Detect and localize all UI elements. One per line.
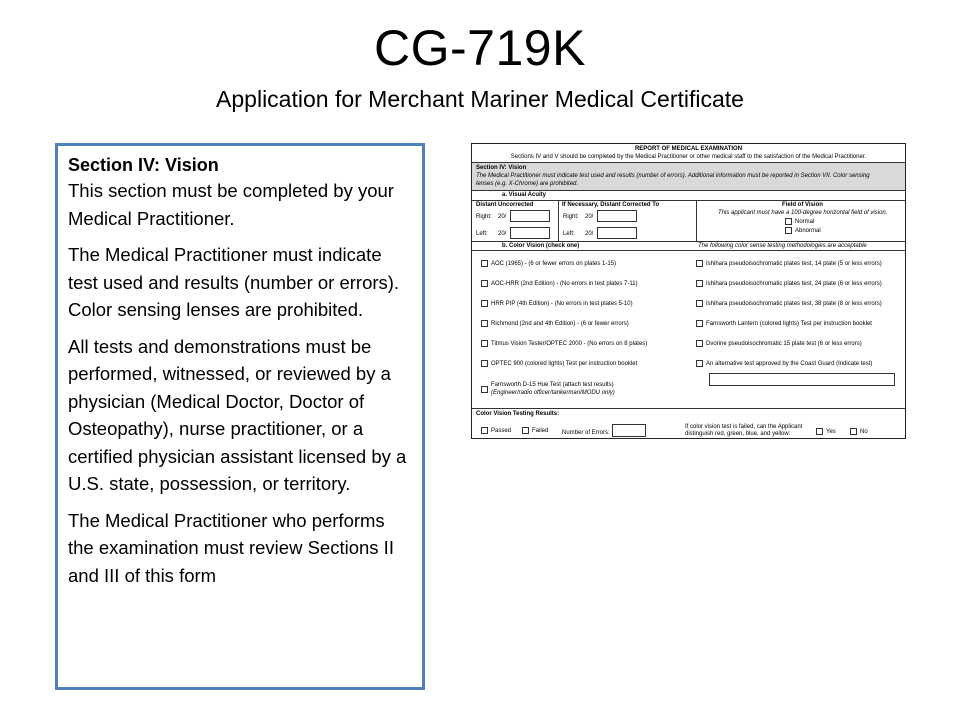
form-right-uncorrected-box xyxy=(510,210,550,222)
form-failed-checkbox xyxy=(522,427,529,434)
form-test-checkbox-dvorine xyxy=(696,340,703,347)
slide-title: CG-719K xyxy=(374,20,586,76)
form-left-label: Left: xyxy=(476,231,488,237)
form-passed-checkbox xyxy=(481,427,488,434)
form-right-corrected-box xyxy=(597,210,637,222)
form-test-hrr-pip: HRR PIP (4th Edition) - (No errors in test plates 5-10) xyxy=(491,301,633,307)
form-test-checkbox-aoc xyxy=(481,260,488,267)
form-alternative-test-box xyxy=(709,373,895,386)
form-left-20: 20/ xyxy=(498,231,507,237)
form-left-corrected-box xyxy=(597,227,637,239)
form-test-checkbox-ishihara-38 xyxy=(696,300,703,307)
form-test-checkbox-aoc-hrr xyxy=(481,280,488,287)
form-no-label: No xyxy=(860,429,868,435)
form-test-checkbox-farnsworth-d15 xyxy=(481,386,488,393)
form-visual-acuity-label: a. Visual Acuity xyxy=(502,192,547,198)
form-fail-note-1: If color vision test is failed, can the Applicant xyxy=(685,424,803,430)
form-test-richmond: Richmond (2nd and 4th Edition) - (6 or fewer errors) xyxy=(491,321,629,327)
form-test-checkbox-optec xyxy=(481,360,488,367)
form-fail-note-2: distinguish red, green, blue, and yellow: xyxy=(685,431,791,437)
form-section-note-1: The Medical Practitioner must indicate test used and results (number of errors). Additional information must be reported in Section VII. Color sensing xyxy=(476,173,870,179)
form-header-note: Sections IV and V should be completed by the Medical Practitioner or other medical staff to the satisfaction of the Medical Practitioner. xyxy=(510,154,867,160)
form-test-checkbox-alternative xyxy=(696,360,703,367)
form-test-aoc: AOC (1965) - (6 or fewer errors on plates 1-15) xyxy=(491,261,617,267)
form-num-errors-label: Number of Errors: xyxy=(562,430,610,436)
form-test-titmus: Titmus Vision Tester/OPTEC 2000 - (No errors on 8 plates) xyxy=(491,341,648,347)
form-abnormal-label: Abnormal xyxy=(795,228,821,234)
paragraph-2: The Medical Practitioner must indicate test used and results (number or errors). Color sensing lenses are prohibited. xyxy=(68,244,400,320)
form-color-vision-note: The following color sense testing methodologies are acceptable xyxy=(698,243,867,249)
form-test-ishihara-14: Ishihara pseudoisochromatic plates test, 14 plate (5 or less errors) xyxy=(706,261,882,267)
form-left-label-2: Left: xyxy=(563,231,575,237)
form-section-title: Section IV: Vision xyxy=(476,165,527,171)
paragraph-4: The Medical Practitioner who performs the examination must review Sections II and III of this form xyxy=(68,509,394,586)
form-test-alternative: An alternative test approved by the Coast Guard (Indicate test) xyxy=(706,361,873,367)
form-test-optec: OPTEC 900 (colored lights) Test per instruction booklet xyxy=(491,361,638,367)
form-test-checkbox-titmus xyxy=(481,340,488,347)
form-left-uncorrected-box xyxy=(510,227,550,239)
form-normal-checkbox xyxy=(785,218,792,225)
form-header: REPORT OF MEDICAL EXAMINATION xyxy=(634,146,743,152)
form-yes-label: Yes xyxy=(826,429,836,435)
form-field-of-vision: Field of Vision xyxy=(782,202,823,208)
form-distant-corrected: If Necessary, Distant Corrected To xyxy=(562,202,660,208)
form-right-label: Right: xyxy=(476,214,492,220)
paragraph-1: This section must be completed by your Medical Practitioner. xyxy=(68,180,394,229)
form-num-errors-box xyxy=(612,424,646,437)
form-test-ishihara-38: Ishihara pseudoisochromatic plates test, 38 plate (8 or less errors) xyxy=(706,301,882,307)
form-distant-uncorrected: Distant Uncorrected xyxy=(476,202,534,208)
form-color-vision-label: b. Color Vision (check one) xyxy=(502,243,580,249)
form-test-checkbox-farnsworth-lantern xyxy=(696,320,703,327)
form-test-ishihara-24: Ishihara pseudoisochromatic plates test, 24 plate (6 or less errors) xyxy=(706,281,882,287)
form-right-20: 20/ xyxy=(498,214,507,220)
form-test-aoc-hrr: AOC-HRR (2nd Edition) - (No errors in test plates 7-11) xyxy=(491,281,638,287)
paragraph-3: All tests and demonstrations must be performed, witnessed, or reviewed by a physician (Medical Doctor, Doctor of Osteopathy), nurse practitioner, or a certified physician assistant licensed by a U.S. state, possession, or territory. xyxy=(68,335,407,494)
slide-subtitle: Application for Merchant Mariner Medical Certificate xyxy=(216,86,744,112)
form-test-farnsworth-2: (Engineer/radio officer/tankerman/MODU only) xyxy=(491,390,615,396)
form-passed-label: Passed xyxy=(491,428,512,434)
form-normal-label: Normal xyxy=(795,219,815,225)
form-field-note: This applicant must have a 100-degree horizontal field of vision. xyxy=(718,210,888,216)
form-no-checkbox xyxy=(850,428,857,435)
form-test-checkbox-richmond xyxy=(481,320,488,327)
form-failed-label: Failed xyxy=(532,428,549,434)
form-results-title: Color Vision Testing Results: xyxy=(476,411,560,417)
form-test-checkbox-hrr-pip xyxy=(481,300,488,307)
form-test-dvorine: Dvorine pseudoisochromatic 15 plate test (6 or less errors) xyxy=(706,341,862,347)
form-test-farnsworth-1: Farnsworth D-15 Hue Test (attach test results) xyxy=(491,382,614,388)
instructions-text-box xyxy=(55,143,425,690)
form-section-note-2: lenses (e.g. X-Chrome) are prohibited. xyxy=(476,181,579,187)
form-right-label-2: Right: xyxy=(563,214,579,220)
section-heading: Section IV: Vision xyxy=(68,155,219,175)
form-left-20-2: 20/ xyxy=(585,231,594,237)
form-test-checkbox-ishihara-24 xyxy=(696,280,703,287)
form-yes-checkbox xyxy=(816,428,823,435)
form-test-checkbox-ishihara-14 xyxy=(696,260,703,267)
form-section-iv-image xyxy=(471,143,906,439)
form-abnormal-checkbox xyxy=(785,227,792,234)
form-right-20-2: 20/ xyxy=(585,214,594,220)
form-test-farnsworth-lantern: Farnsworth Lantern (colored lights) Test per instruction booklet xyxy=(706,321,872,327)
